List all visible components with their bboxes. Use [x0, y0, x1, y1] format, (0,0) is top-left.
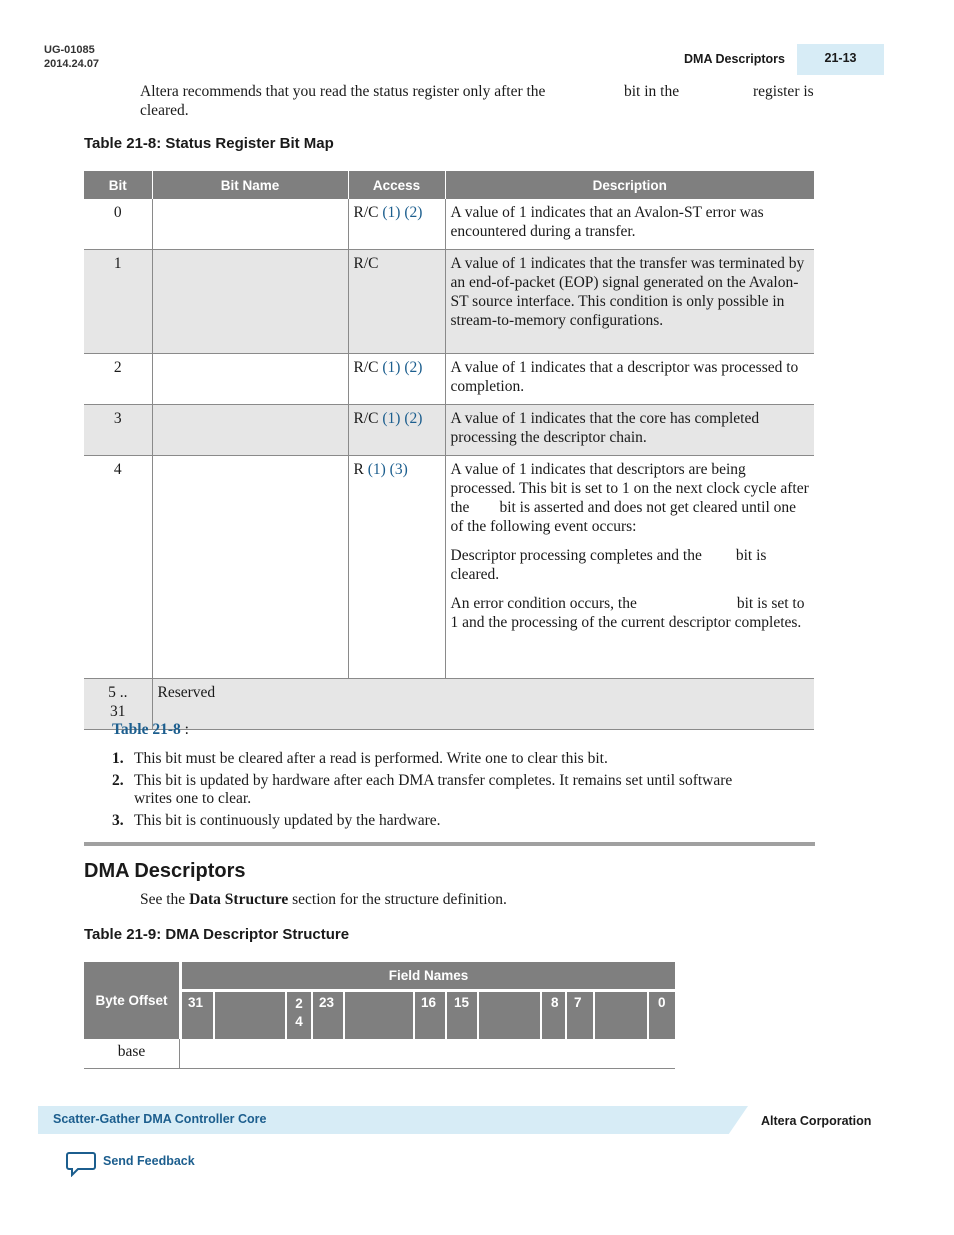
cell-description: A value of 1 indicates that the transfer was terminated by an end-of-packet (EOP) signal generated on the Avalon-ST source interface. This condition is only possible in stream-to-memory configurations. [445, 250, 814, 354]
col-header-access: Access [348, 171, 445, 199]
cell-description: A value of 1 indicates that an Avalon-ST error was encountered during a transfer. [445, 199, 814, 250]
footnote-link[interactable]: (1) [382, 410, 401, 427]
send-feedback-link[interactable]: Send Feedback [103, 1154, 195, 1168]
field-cell [595, 992, 647, 1039]
col-header-byte-offset: Byte Offset [84, 962, 179, 1039]
status-register-table [84, 171, 814, 730]
footnote-link[interactable]: (2) [404, 204, 423, 221]
cell-description [445, 456, 814, 679]
table-row [84, 679, 814, 730]
cell-bit-name [152, 456, 348, 679]
list-item: 3. This bit is continuously updated by the hardware. [112, 812, 441, 829]
section-text: See the Data Structure section for the structure definition. [140, 891, 507, 908]
table-row [84, 199, 814, 250]
intro-line2: cleared. [140, 102, 189, 119]
section-title: DMA Descriptors [84, 860, 246, 882]
bit-label: 0 [649, 992, 675, 1039]
running-header-title: DMA Descriptors [684, 52, 785, 66]
col-header-bit: Bit [84, 171, 152, 199]
table-header-row [84, 171, 814, 199]
table1-caption: Table 21-8: Status Register Bit Map [84, 135, 334, 152]
col-header-bit-name: Bit Name [152, 171, 348, 199]
footer-chapter-link[interactable]: Scatter-Gather DMA Controller Core [53, 1112, 267, 1126]
cell-bit-name [152, 199, 348, 250]
field-cell [479, 992, 540, 1039]
intro-line1-a: Altera recommends that you read the status register only after the [140, 83, 546, 100]
footnote-link[interactable]: (1) [382, 359, 401, 376]
doc-date: 2014.24.07 [44, 58, 100, 70]
bit-label: 15 [447, 992, 477, 1039]
descriptor-structure-table [84, 962, 675, 1069]
cell-access: R/C [348, 250, 445, 354]
data-structure-reference: Data Structure [189, 891, 289, 908]
cell-bit: 3 [84, 405, 152, 456]
bit-label: 16 [415, 992, 445, 1039]
col-header-description: Description [445, 171, 814, 199]
bit-label: 23 [313, 992, 343, 1039]
cell-bit-name [152, 354, 348, 405]
table-notes-heading: Table 21-8 : [112, 721, 189, 738]
cell-bit: 2 [84, 354, 152, 405]
row-label-base: base [84, 1039, 180, 1069]
field-cell [215, 992, 285, 1039]
section-divider [84, 842, 815, 846]
table-row [84, 405, 814, 456]
field-cell [345, 992, 413, 1039]
intro-line1-b: bit in the [624, 83, 680, 100]
table-reference-link[interactable]: Table 21-8 [112, 721, 181, 738]
cell-description: A value of 1 indicates that a descriptor was processed to completion. [445, 354, 814, 405]
footnote-link[interactable]: (3) [389, 461, 408, 478]
table-row [84, 354, 814, 405]
intro-line1-c: register is [753, 83, 814, 100]
cell-bit-name [152, 250, 348, 354]
document-id [44, 43, 99, 71]
cell-description: A value of 1 indicates that the core has completed processing the descriptor chain. [445, 405, 814, 456]
footnote-link[interactable]: (2) [404, 359, 423, 376]
bit-label: 31 [182, 992, 213, 1039]
cell-bit: 5 .. 31 [84, 679, 152, 730]
footnote-link[interactable]: (1) [382, 204, 401, 221]
table-row [84, 456, 814, 679]
description-paragraph: A value of 1 indicates that descriptors are being processed. This bit is set to 1 on the next clock cycle after the bit is asserted and does not get cleared until one of the following event occurs: [450, 461, 809, 535]
cell-bit: 4 [84, 456, 152, 679]
list-item: 1. This bit must be cleared after a read is performed. Write one to clear this bit. [112, 750, 608, 767]
description-paragraph: An error condition occurs, the bit is set to 1 and the processing of the current descriptor completes. [450, 595, 805, 631]
footer-company: Altera Corporation [761, 1114, 872, 1128]
bit-label: 7 [567, 992, 593, 1039]
cell-access: R/C (1) (2) [348, 405, 445, 456]
bit-label: 2 4 [287, 992, 311, 1039]
bit-label: 8 [542, 992, 565, 1039]
list-item: 2. This bit is updated by hardware after each DMA transfer completes. It remains set until software writes one to clear. [112, 772, 733, 807]
cell-bit: 1 [84, 250, 152, 354]
table-notes-list [110, 750, 750, 834]
cell-access: R/C (1) (2) [348, 354, 445, 405]
page-number: 21-13 [797, 44, 884, 75]
cell-access: R/C (1) (2) [348, 199, 445, 250]
row-fields [180, 1039, 675, 1069]
cell-bit-name [152, 405, 348, 456]
table-row [84, 250, 814, 354]
speech-bubble-icon[interactable] [66, 1151, 96, 1177]
footnote-link[interactable]: (2) [404, 410, 423, 427]
cell-access: R (1) (3) [348, 456, 445, 679]
doc-number: UG-01085 [44, 44, 95, 56]
table2-caption: Table 21-9: DMA Descriptor Structure [84, 926, 350, 943]
description-paragraph: Descriptor processing completes and the bit is cleared. [450, 547, 767, 583]
cell-bit: 0 [84, 199, 152, 250]
footnote-link[interactable]: (1) [367, 461, 386, 478]
group-header-field-names: Field Names [182, 962, 675, 989]
cell-reserved: Reserved [152, 679, 814, 730]
